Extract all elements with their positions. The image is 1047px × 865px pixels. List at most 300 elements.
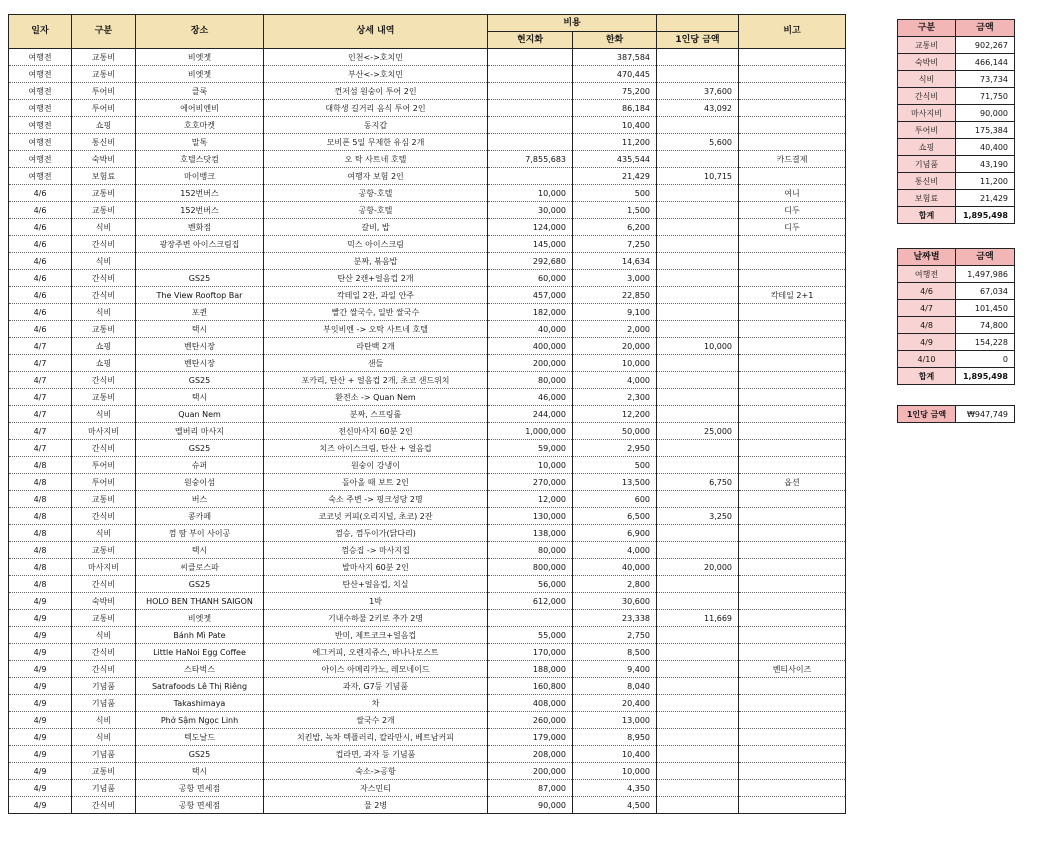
cell-place: Phở Sậm Ngọc Linh — [136, 712, 264, 729]
cell-details: 부잇비엔 -> 오탁 사트네 호텔 — [264, 321, 488, 338]
cell-details: 숙소 주변 -> 핑크성당 2명 — [264, 491, 488, 508]
cell-details: 인천<->호치민 — [264, 49, 488, 66]
category-summary-label: 마사지비 — [898, 105, 956, 122]
table-row — [9, 610, 846, 627]
cell-note: 디두 — [739, 219, 846, 236]
date-summary-total-label: 합계 — [898, 368, 956, 385]
cell-per-person — [657, 644, 739, 661]
cell-place: 버스 — [136, 491, 264, 508]
cell-krw-amount: 2,750 — [573, 627, 657, 644]
cell-category: 식비 — [72, 219, 136, 236]
cell-place: 포퀸 — [136, 304, 264, 321]
table-row — [9, 372, 846, 389]
table-row — [9, 627, 846, 644]
cell-date: 4/9 — [9, 610, 72, 627]
cell-local-amount — [488, 66, 573, 83]
cell-krw-amount: 600 — [573, 491, 657, 508]
cell-note — [739, 746, 846, 763]
cell-category: 식비 — [72, 729, 136, 746]
cell-local-amount — [488, 117, 573, 134]
cell-note — [739, 610, 846, 627]
cell-category: 마사지비 — [72, 423, 136, 440]
cell-note: 옵션 — [739, 474, 846, 491]
cell-local-amount: 10,000 — [488, 457, 573, 474]
cell-note — [739, 83, 846, 100]
cell-place: 비엣젯 — [136, 610, 264, 627]
category-summary-header-label: 구분 — [898, 20, 956, 37]
cell-krw-amount: 1,500 — [573, 202, 657, 219]
cell-krw-amount: 4,500 — [573, 797, 657, 814]
table-row — [9, 746, 846, 763]
date-summary-row — [898, 283, 1015, 300]
cell-details: 전신마사지 60분 2인 — [264, 423, 488, 440]
cell-place: 택시 — [136, 542, 264, 559]
cell-date: 4/8 — [9, 542, 72, 559]
category-summary-total-label: 합계 — [898, 207, 956, 224]
cell-note: 여니 — [739, 185, 846, 202]
cell-local-amount — [488, 168, 573, 185]
table-row — [9, 644, 846, 661]
cell-note — [739, 304, 846, 321]
table-row — [9, 389, 846, 406]
cell-date: 4/7 — [9, 338, 72, 355]
table-row — [9, 763, 846, 780]
cell-per-person — [657, 117, 739, 134]
cell-details: 환전소 -> Quan Nem — [264, 389, 488, 406]
cell-local-amount: 90,000 — [488, 797, 573, 814]
cell-local-amount: 457,000 — [488, 287, 573, 304]
cell-note — [739, 236, 846, 253]
cell-per-person — [657, 729, 739, 746]
cell-category: 쇼핑 — [72, 117, 136, 134]
cell-note — [739, 542, 846, 559]
cell-details: 껌승, 껌두이가(닭다리) — [264, 525, 488, 542]
cell-krw-amount: 40,000 — [573, 559, 657, 576]
cell-date: 4/8 — [9, 508, 72, 525]
cell-date: 4/7 — [9, 389, 72, 406]
cell-note — [739, 678, 846, 695]
cell-category: 간식비 — [72, 270, 136, 287]
cell-local-amount: 200,000 — [488, 763, 573, 780]
table-row — [9, 440, 846, 457]
cell-category: 식비 — [72, 627, 136, 644]
date-summary-label: 4/10 — [898, 351, 956, 368]
cell-krw-amount: 50,000 — [573, 423, 657, 440]
cell-per-person — [657, 321, 739, 338]
cell-category: 간식비 — [72, 508, 136, 525]
date-summary-value: 1,497,986 — [956, 266, 1015, 283]
category-summary-row — [898, 37, 1015, 54]
cell-per-person: 37,600 — [657, 83, 739, 100]
cell-place: 공항 면세점 — [136, 780, 264, 797]
date-summary-header-value: 금액 — [956, 249, 1015, 266]
table-row — [9, 712, 846, 729]
cell-krw-amount: 14,634 — [573, 253, 657, 270]
cell-category: 간식비 — [72, 644, 136, 661]
cell-category: 교통비 — [72, 66, 136, 83]
cell-note — [739, 559, 846, 576]
cell-category: 교통비 — [72, 202, 136, 219]
cell-details: 대학생 길거리 음식 투어 2인 — [264, 100, 488, 117]
table-row — [9, 423, 846, 440]
cell-per-person — [657, 525, 739, 542]
cell-place: 벤화점 — [136, 219, 264, 236]
table-row — [9, 185, 846, 202]
cell-krw-amount: 6,200 — [573, 219, 657, 236]
cell-krw-amount: 435,544 — [573, 151, 657, 168]
cell-category: 투어비 — [72, 457, 136, 474]
cell-details: 믹스 아이스크림 — [264, 236, 488, 253]
cell-per-person — [657, 627, 739, 644]
cell-krw-amount: 470,445 — [573, 66, 657, 83]
cell-note — [739, 389, 846, 406]
cell-per-person: 10,000 — [657, 338, 739, 355]
cell-place: GS25 — [136, 440, 264, 457]
cell-details: 쌀국수 2개 — [264, 712, 488, 729]
cell-krw-amount: 9,400 — [573, 661, 657, 678]
cell-note: 디두 — [739, 202, 846, 219]
cell-per-person — [657, 491, 739, 508]
cell-per-person — [657, 287, 739, 304]
category-summary-row — [898, 139, 1015, 156]
cell-category: 교통비 — [72, 185, 136, 202]
cell-note — [739, 49, 846, 66]
table-row — [9, 457, 846, 474]
table-row — [9, 406, 846, 423]
category-summary-label: 기념품 — [898, 156, 956, 173]
table-row — [9, 117, 846, 134]
category-summary-value: 40,400 — [956, 139, 1015, 156]
cell-local-amount: 46,000 — [488, 389, 573, 406]
cell-per-person: 5,600 — [657, 134, 739, 151]
cell-krw-amount: 11,200 — [573, 134, 657, 151]
cell-local-amount: 200,000 — [488, 355, 573, 372]
cell-local-amount: 188,000 — [488, 661, 573, 678]
cell-local-amount: 87,000 — [488, 780, 573, 797]
cell-per-person — [657, 219, 739, 236]
cell-place: Satrafoods Lê Thị Riêng — [136, 678, 264, 695]
cell-note — [739, 338, 846, 355]
cell-krw-amount: 10,000 — [573, 763, 657, 780]
category-summary-value: 73,734 — [956, 71, 1015, 88]
cell-date: 4/9 — [9, 678, 72, 695]
table-row — [9, 593, 846, 610]
cell-local-amount — [488, 49, 573, 66]
cell-krw-amount: 6,500 — [573, 508, 657, 525]
cell-category: 기념품 — [72, 780, 136, 797]
cell-category: 교통비 — [72, 542, 136, 559]
header-per-person-top — [657, 15, 739, 32]
cell-date: 여행전 — [9, 49, 72, 66]
cell-details: 오 탁 사트네 호텔 — [264, 151, 488, 168]
date-summary-label: 4/8 — [898, 317, 956, 334]
cell-krw-amount: 2,000 — [573, 321, 657, 338]
cell-per-person — [657, 49, 739, 66]
category-summary-body — [898, 37, 1015, 207]
cell-krw-amount: 12,200 — [573, 406, 657, 423]
cell-category: 간식비 — [72, 440, 136, 457]
cell-local-amount: 145,000 — [488, 236, 573, 253]
cell-note — [739, 644, 846, 661]
category-summary-label: 통신비 — [898, 173, 956, 190]
cell-details: 빨간 쌀국수, 일반 쌀국수 — [264, 304, 488, 321]
cell-category: 마사지비 — [72, 559, 136, 576]
cell-place — [136, 253, 264, 270]
cell-place: 콩카페 — [136, 508, 264, 525]
cell-date: 4/6 — [9, 304, 72, 321]
per-person-table — [897, 405, 1015, 423]
cell-date: 4/9 — [9, 644, 72, 661]
category-summary-label: 보험료 — [898, 190, 956, 207]
table-row — [9, 151, 846, 168]
cell-place: 택시 — [136, 389, 264, 406]
cell-local-amount: 56,000 — [488, 576, 573, 593]
cell-local-amount — [488, 610, 573, 627]
cell-category: 쇼핑 — [72, 338, 136, 355]
cell-place: 슈퍼 — [136, 457, 264, 474]
cell-details: 동지갑 — [264, 117, 488, 134]
expense-table — [8, 14, 846, 814]
cell-note — [739, 797, 846, 814]
cell-krw-amount: 22,850 — [573, 287, 657, 304]
cell-date: 4/9 — [9, 780, 72, 797]
table-row — [9, 253, 846, 270]
date-summary-label: 4/6 — [898, 283, 956, 300]
cell-note — [739, 168, 846, 185]
cell-per-person — [657, 695, 739, 712]
date-summary-table — [897, 248, 1015, 385]
cell-per-person — [657, 542, 739, 559]
cell-krw-amount: 500 — [573, 185, 657, 202]
cell-category: 보험료 — [72, 168, 136, 185]
cell-per-person — [657, 440, 739, 457]
cell-place: HOLO BEN THANH SAIGON — [136, 593, 264, 610]
table-row — [9, 287, 846, 304]
cell-details: 발마사지 60분 2인 — [264, 559, 488, 576]
cell-category: 교통비 — [72, 763, 136, 780]
cell-details: 에그커피, 오렌지쥬스, 바나나로스트 — [264, 644, 488, 661]
cell-place: Takashimaya — [136, 695, 264, 712]
header-note: 비고 — [739, 15, 846, 49]
cell-local-amount: 208,000 — [488, 746, 573, 763]
cell-details: 껀저섬 원숭이 투어 2인 — [264, 83, 488, 100]
cell-krw-amount: 75,200 — [573, 83, 657, 100]
category-summary-table — [897, 19, 1015, 224]
cell-place: 스타벅스 — [136, 661, 264, 678]
cell-krw-amount: 30,600 — [573, 593, 657, 610]
cell-details: 껌승집 -> 마사지집 — [264, 542, 488, 559]
date-summary-value: 101,450 — [956, 300, 1015, 317]
header-local-currency: 현지화 — [488, 32, 573, 49]
cell-date: 4/8 — [9, 491, 72, 508]
cell-place: GS25 — [136, 270, 264, 287]
cell-place: 152번버스 — [136, 185, 264, 202]
cell-category: 투어비 — [72, 83, 136, 100]
per-person-value: ₩947,749 — [956, 406, 1015, 423]
cell-local-amount: 160,800 — [488, 678, 573, 695]
cell-place: Bánh Mì Pate — [136, 627, 264, 644]
cell-local-amount: 170,000 — [488, 644, 573, 661]
table-row — [9, 474, 846, 491]
cell-details: 공항-호텔 — [264, 185, 488, 202]
cell-local-amount: 292,680 — [488, 253, 573, 270]
table-row — [9, 559, 846, 576]
cell-date: 4/8 — [9, 474, 72, 491]
header-place: 장소 — [136, 15, 264, 49]
cell-place: 벤탄시장 — [136, 355, 264, 372]
cell-local-amount: 60,000 — [488, 270, 573, 287]
cell-date: 4/7 — [9, 423, 72, 440]
cell-date: 4/8 — [9, 457, 72, 474]
cell-details: 라탄백 2개 — [264, 338, 488, 355]
cell-note — [739, 627, 846, 644]
cell-place: 에어비엔비 — [136, 100, 264, 117]
cell-date: 여행전 — [9, 151, 72, 168]
cell-category: 기념품 — [72, 678, 136, 695]
cell-per-person — [657, 66, 739, 83]
cell-per-person — [657, 576, 739, 593]
per-person-label: 1인당 금액 — [898, 406, 956, 423]
date-summary-total-row — [898, 368, 1015, 385]
cell-date: 여행전 — [9, 168, 72, 185]
cell-per-person — [657, 372, 739, 389]
cell-krw-amount: 2,300 — [573, 389, 657, 406]
cell-krw-amount: 20,000 — [573, 338, 657, 355]
table-row — [9, 66, 846, 83]
cell-details: 돌아올 때 보트 2인 — [264, 474, 488, 491]
cell-place: GS25 — [136, 372, 264, 389]
cell-details: 자스민티 — [264, 780, 488, 797]
cell-note: 카드결제 — [739, 151, 846, 168]
cell-krw-amount: 23,338 — [573, 610, 657, 627]
cell-details: 코코넛 커피(오리지널, 초코) 2잔 — [264, 508, 488, 525]
table-row — [9, 525, 846, 542]
cell-details: 분짜, 스프링롤 — [264, 406, 488, 423]
cell-local-amount: 400,000 — [488, 338, 573, 355]
cell-place: GS25 — [136, 576, 264, 593]
cell-note — [739, 729, 846, 746]
cell-category: 교통비 — [72, 389, 136, 406]
cell-local-amount: 130,000 — [488, 508, 573, 525]
category-summary-row — [898, 190, 1015, 207]
cell-krw-amount: 500 — [573, 457, 657, 474]
cell-per-person — [657, 304, 739, 321]
cell-date: 4/9 — [9, 695, 72, 712]
cell-details: 공항-호텔 — [264, 202, 488, 219]
cell-local-amount — [488, 100, 573, 117]
category-summary-label: 교통비 — [898, 37, 956, 54]
table-row — [9, 678, 846, 695]
cell-date: 4/9 — [9, 797, 72, 814]
date-summary-row — [898, 334, 1015, 351]
cell-krw-amount: 4,000 — [573, 542, 657, 559]
cell-local-amount: 408,000 — [488, 695, 573, 712]
cell-date: 4/6 — [9, 287, 72, 304]
cell-date: 4/9 — [9, 763, 72, 780]
cell-per-person — [657, 457, 739, 474]
cell-note — [739, 695, 846, 712]
cell-per-person — [657, 678, 739, 695]
cell-date: 여행전 — [9, 134, 72, 151]
cell-place: 비엣젯 — [136, 66, 264, 83]
category-summary-label: 투어비 — [898, 122, 956, 139]
expense-table-body — [9, 49, 846, 814]
table-row — [9, 219, 846, 236]
table-row — [9, 304, 846, 321]
cell-krw-amount: 10,000 — [573, 355, 657, 372]
cell-krw-amount: 8,500 — [573, 644, 657, 661]
category-summary-value: 71,750 — [956, 88, 1015, 105]
cell-date: 4/6 — [9, 185, 72, 202]
cell-krw-amount: 6,900 — [573, 525, 657, 542]
cell-place: 말톡 — [136, 134, 264, 151]
cell-note: 칵테일 2+1 — [739, 287, 846, 304]
cell-category: 교통비 — [72, 491, 136, 508]
cell-local-amount: 80,000 — [488, 542, 573, 559]
date-summary-row — [898, 351, 1015, 368]
cell-details: 물 2병 — [264, 797, 488, 814]
table-row — [9, 797, 846, 814]
category-summary-label: 쇼핑 — [898, 139, 956, 156]
cell-note — [739, 525, 846, 542]
cell-place: 호텔스닷컴 — [136, 151, 264, 168]
date-summary-label: 여행전 — [898, 266, 956, 283]
cell-krw-amount: 387,584 — [573, 49, 657, 66]
cell-place: 멜버리 마사지 — [136, 423, 264, 440]
cell-local-amount: 7,855,683 — [488, 151, 573, 168]
cell-local-amount: 612,000 — [488, 593, 573, 610]
cell-place: 광장주변 아이스크림집 — [136, 236, 264, 253]
cell-details: 컵라면, 과자 등 기념품 — [264, 746, 488, 763]
cell-details: 샌들 — [264, 355, 488, 372]
category-summary-row — [898, 71, 1015, 88]
cell-krw-amount: 21,429 — [573, 168, 657, 185]
date-summary-value: 74,800 — [956, 317, 1015, 334]
cell-local-amount: 55,000 — [488, 627, 573, 644]
cell-place: 씨클로스파 — [136, 559, 264, 576]
cell-place: Little HaNoi Egg Coffee — [136, 644, 264, 661]
cell-date: 여행전 — [9, 117, 72, 134]
cell-category: 교통비 — [72, 49, 136, 66]
cell-details: 아이스 아메리카노, 레모네이드 — [264, 661, 488, 678]
cell-local-amount: 138,000 — [488, 525, 573, 542]
cell-per-person — [657, 236, 739, 253]
cell-category: 간식비 — [72, 372, 136, 389]
cell-krw-amount: 7,250 — [573, 236, 657, 253]
cell-krw-amount: 86,184 — [573, 100, 657, 117]
table-row — [9, 202, 846, 219]
header-details: 상세 내역 — [264, 15, 488, 49]
cell-category: 식비 — [72, 304, 136, 321]
cell-krw-amount: 2,950 — [573, 440, 657, 457]
cell-per-person — [657, 202, 739, 219]
table-row — [9, 100, 846, 117]
cell-per-person — [657, 797, 739, 814]
cell-note — [739, 508, 846, 525]
cell-place: 공항 면세점 — [136, 797, 264, 814]
cell-local-amount — [488, 83, 573, 100]
date-summary-row — [898, 266, 1015, 283]
cell-per-person: 43,092 — [657, 100, 739, 117]
cell-local-amount: 182,000 — [488, 304, 573, 321]
cell-category: 간식비 — [72, 236, 136, 253]
cell-place: 벤탄시장 — [136, 338, 264, 355]
cell-date: 4/6 — [9, 253, 72, 270]
cell-note — [739, 576, 846, 593]
date-summary-row — [898, 317, 1015, 334]
table-row — [9, 355, 846, 372]
cell-note — [739, 440, 846, 457]
